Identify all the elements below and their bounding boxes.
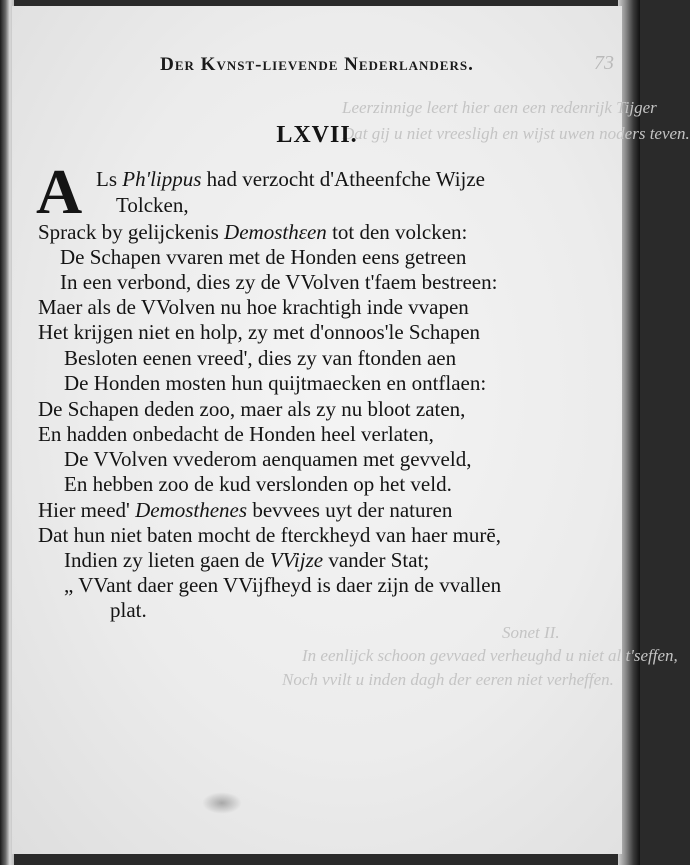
ink-smudge	[202, 792, 242, 814]
poem-line-text: plat.	[110, 598, 147, 622]
poem-line	[38, 522, 501, 548]
poem-line-italic-name: Ph'lippus	[122, 167, 202, 191]
poem-line	[116, 192, 189, 218]
poem-line-text: En hadden onbedacht de Honden heel verlaten,	[38, 422, 434, 446]
poem-line-text: De Schapen vvaren met de Honden eens getreen	[60, 245, 467, 269]
poem-body	[12, 6, 622, 854]
page-number: 73	[594, 52, 614, 74]
poem-line-text: had verzocht d'Atheenfche Wijze	[201, 167, 486, 191]
bleed-through-text: Leerzinnige leert hier aen een redenrijk Tijger	[342, 98, 657, 117]
poem-line	[64, 471, 452, 497]
poem-line-text: vander Stat;	[323, 548, 430, 572]
bleed-through-text: Sonet II.	[502, 623, 560, 642]
poem-line-italic-name: Demosthenes	[135, 498, 248, 522]
poem-line	[64, 572, 501, 598]
book-page	[12, 6, 690, 854]
poem-line	[60, 244, 466, 270]
poem-line-text: En hebben zoo de kud verslonden op het veld.	[64, 472, 452, 496]
poem-line-italic-name: VVijze	[269, 548, 324, 572]
poem-heading: LXVII.	[276, 122, 358, 148]
poem-line-text: Het krijgen niet en holp, zy met d'onnoos'le Schapen	[38, 320, 481, 344]
poem-line	[38, 319, 480, 345]
poem-line	[38, 421, 434, 447]
poem-line	[96, 166, 485, 192]
poem-line	[110, 597, 147, 623]
poem-line-text: Indien zy lieten gaen de	[64, 548, 270, 572]
poem-line-italic-name: Demosthεen	[224, 220, 327, 244]
poem-line-text: Dat hun niet baten mocht de fterckheyd van haer murē,	[38, 523, 501, 547]
poem-line	[38, 294, 469, 320]
poem-line	[38, 396, 465, 422]
bleed-through-text: In eenlijck schoon gevvaed verheughd u niet al t'seffen,	[302, 646, 678, 665]
poem-line	[64, 345, 456, 371]
poem-line-text: De Honden mosten hun quijtmaecken en ontflaen:	[64, 371, 487, 395]
poem-line-text: Sprack by gelijckenis	[38, 220, 225, 244]
poem-line-text: tot den volcken:	[326, 220, 468, 244]
poem-line	[64, 547, 429, 573]
poem-line-text: Ls	[96, 167, 123, 191]
poem-line-text: Maer als de VVolven nu hoe krachtigh inde vvapen	[38, 295, 469, 319]
poem-line	[64, 370, 486, 396]
bleed-through-text: Dat gij u niet vreesligh en wijst uwen noders teven.	[342, 124, 690, 143]
poem-line	[64, 446, 471, 472]
poem-line-text: bevvees uyt der naturen	[247, 498, 453, 522]
poem-line-text: In een verbond, dies zy de VVolven t'faem bestreen:	[60, 270, 498, 294]
running-title: Der Kvnst-lievende Nederlanders.	[160, 54, 474, 75]
bleed-through-text: Noch vvilt u inden dagh der eeren niet verheffen.	[282, 670, 614, 689]
poem-line	[38, 219, 467, 245]
poem-line	[38, 497, 452, 523]
poem-line-text: „ VVant daer geen VVijfheyd is daer zijn de vvallen	[64, 573, 502, 597]
poem-line-text: De Schapen deden zoo, maer als zy nu bloot zaten,	[38, 397, 466, 421]
poem-line-text: Besloten eenen vreed', dies zy van ftonden aen	[64, 346, 457, 370]
poem-line	[60, 269, 497, 295]
poem-line-text: Hier meed'	[38, 498, 136, 522]
poem-line-text: Tolcken,	[116, 193, 189, 217]
poem-line-text: De VVolven vvederom aenquamen met gevveld,	[64, 447, 472, 471]
drop-cap: A	[36, 156, 83, 227]
